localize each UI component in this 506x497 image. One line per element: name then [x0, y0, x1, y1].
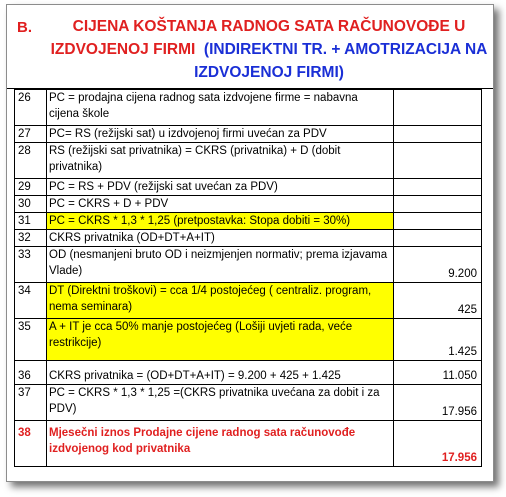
- row-value: 9.200: [394, 247, 482, 283]
- header-title-line-2: [49, 40, 489, 60]
- row-value: 1.425: [394, 319, 482, 361]
- table-row-highlighted: [15, 213, 482, 230]
- row-value: [394, 196, 482, 213]
- header-title-red-part: IZDVOJENOJ FIRMI: [50, 41, 196, 58]
- row-value: [394, 230, 482, 247]
- table-row: [15, 361, 482, 385]
- table-row-total: [15, 421, 482, 467]
- row-value: [394, 179, 482, 196]
- table-row: [15, 143, 482, 179]
- table-row: [15, 230, 482, 247]
- row-number: 26: [15, 90, 47, 126]
- document-frame: [6, 4, 494, 482]
- table-row: [15, 179, 482, 196]
- table-row: [15, 247, 482, 283]
- table-row-highlighted: [15, 283, 482, 319]
- row-value: 17.956: [394, 421, 482, 467]
- row-text: PC= RS (režijski sat) u izdvojenoj firmi uvećan za PDV: [47, 126, 394, 143]
- row-number: 36: [15, 361, 47, 385]
- row-number: 32: [15, 230, 47, 247]
- row-number: 31: [15, 213, 47, 230]
- row-text: PC = CKRS * 1,3 * 1,25 (pretpostavka: Stopa dobiti = 30%): [47, 213, 394, 230]
- table-header: [7, 5, 493, 89]
- row-number: 38: [15, 421, 47, 467]
- table-row: [15, 126, 482, 143]
- calculation-table: [14, 89, 482, 467]
- row-text: PC = RS + PDV (režijski sat uvećan za PDV): [47, 179, 394, 196]
- row-value: 425: [394, 283, 482, 319]
- row-value: [394, 213, 482, 230]
- row-value: 17.956: [394, 385, 482, 421]
- header-title-line-3: IZDVOJENOJ FIRMI): [194, 64, 344, 81]
- table-row: [15, 196, 482, 213]
- header-title-line-1: CIJENA KOŠTANJA RADNOG SATA RAČUNOVOĐE U: [72, 18, 466, 35]
- row-text: RS (režijski sat privatnika) = CKRS (privatnika) + D (dobit privatnika): [47, 143, 394, 179]
- row-text: CKRS privatnika = (OD+DT+A+IT) = 9.200 + 425 + 1.425: [47, 361, 394, 385]
- row-number: 34: [15, 283, 47, 319]
- table-row: [15, 385, 482, 421]
- row-number: 27: [15, 126, 47, 143]
- row-number: 35: [15, 319, 47, 361]
- row-value: [394, 143, 482, 179]
- header-title-blue-part: (INDIREKTNI TR. + AMOTRIZACIJA NA: [203, 41, 488, 58]
- row-text: OD (nesmanjeni bruto OD i neizmjenjen normativ; prema izjavama Vlade): [47, 247, 394, 283]
- table-row-highlighted: [15, 319, 482, 361]
- row-text: PC = prodajna cijena radnog sata izdvojene firme = nabavna cijena škole: [47, 90, 394, 126]
- row-text: A + IT je cca 50% manje postojećeg (Lošiji uvjeti rada, veće restrikcije): [47, 319, 394, 361]
- row-number: 29: [15, 179, 47, 196]
- row-text: PC = CKRS * 1,3 * 1,25 =(CKRS privatnika uvećana za dobit i za PDV): [47, 385, 394, 421]
- section-letter: B.: [17, 19, 32, 36]
- row-text: Mjesečni iznos Prodajne cijene radnog sata računovođe izdvojenog kod privatnika: [47, 421, 394, 467]
- row-value: [394, 126, 482, 143]
- row-value: 11.050: [394, 361, 482, 385]
- row-text: DT (Direktni troškovi) = cca 1/4 postojećeg ( centraliz. program, nema seminara): [47, 283, 394, 319]
- row-number: 37: [15, 385, 47, 421]
- row-text: CKRS privatnika (OD+DT+A+IT): [47, 230, 394, 247]
- row-number: 28: [15, 143, 47, 179]
- row-number: 33: [15, 247, 47, 283]
- row-number: 30: [15, 196, 47, 213]
- row-text: PC = CKRS + D + PDV: [47, 196, 394, 213]
- table-row: [15, 90, 482, 126]
- row-value: [394, 90, 482, 126]
